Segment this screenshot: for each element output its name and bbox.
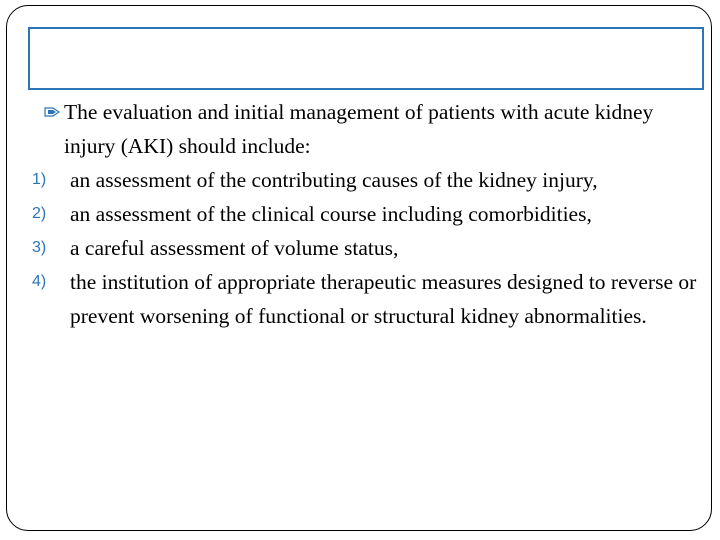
list-item [32, 197, 704, 231]
list-item [32, 163, 704, 197]
list-number: 1) [32, 171, 47, 188]
list-number: 3) [32, 239, 47, 256]
bullet-icon [44, 105, 60, 119]
list-item-text: an assessment of the clinical course including comorbidities, [70, 202, 592, 226]
list-item [32, 265, 704, 333]
title-placeholder [28, 27, 704, 90]
intro-text: The evaluation and initial management of patients with acute kidney injury (AKI) should include: [64, 100, 654, 158]
list-item-text: a careful assessment of volume status, [70, 236, 399, 260]
list-number: 4) [32, 273, 47, 290]
list-item-text: an assessment of the contributing causes of the kidney injury, [70, 168, 598, 192]
list-item [32, 231, 704, 265]
slide-body [32, 95, 704, 333]
list-number: 2) [32, 205, 47, 222]
list-item-text: the institution of appropriate therapeutic measures designed to reverse or prevent worsening of functional or structural kidney abnormalities. [70, 270, 697, 328]
intro-paragraph [44, 95, 704, 163]
